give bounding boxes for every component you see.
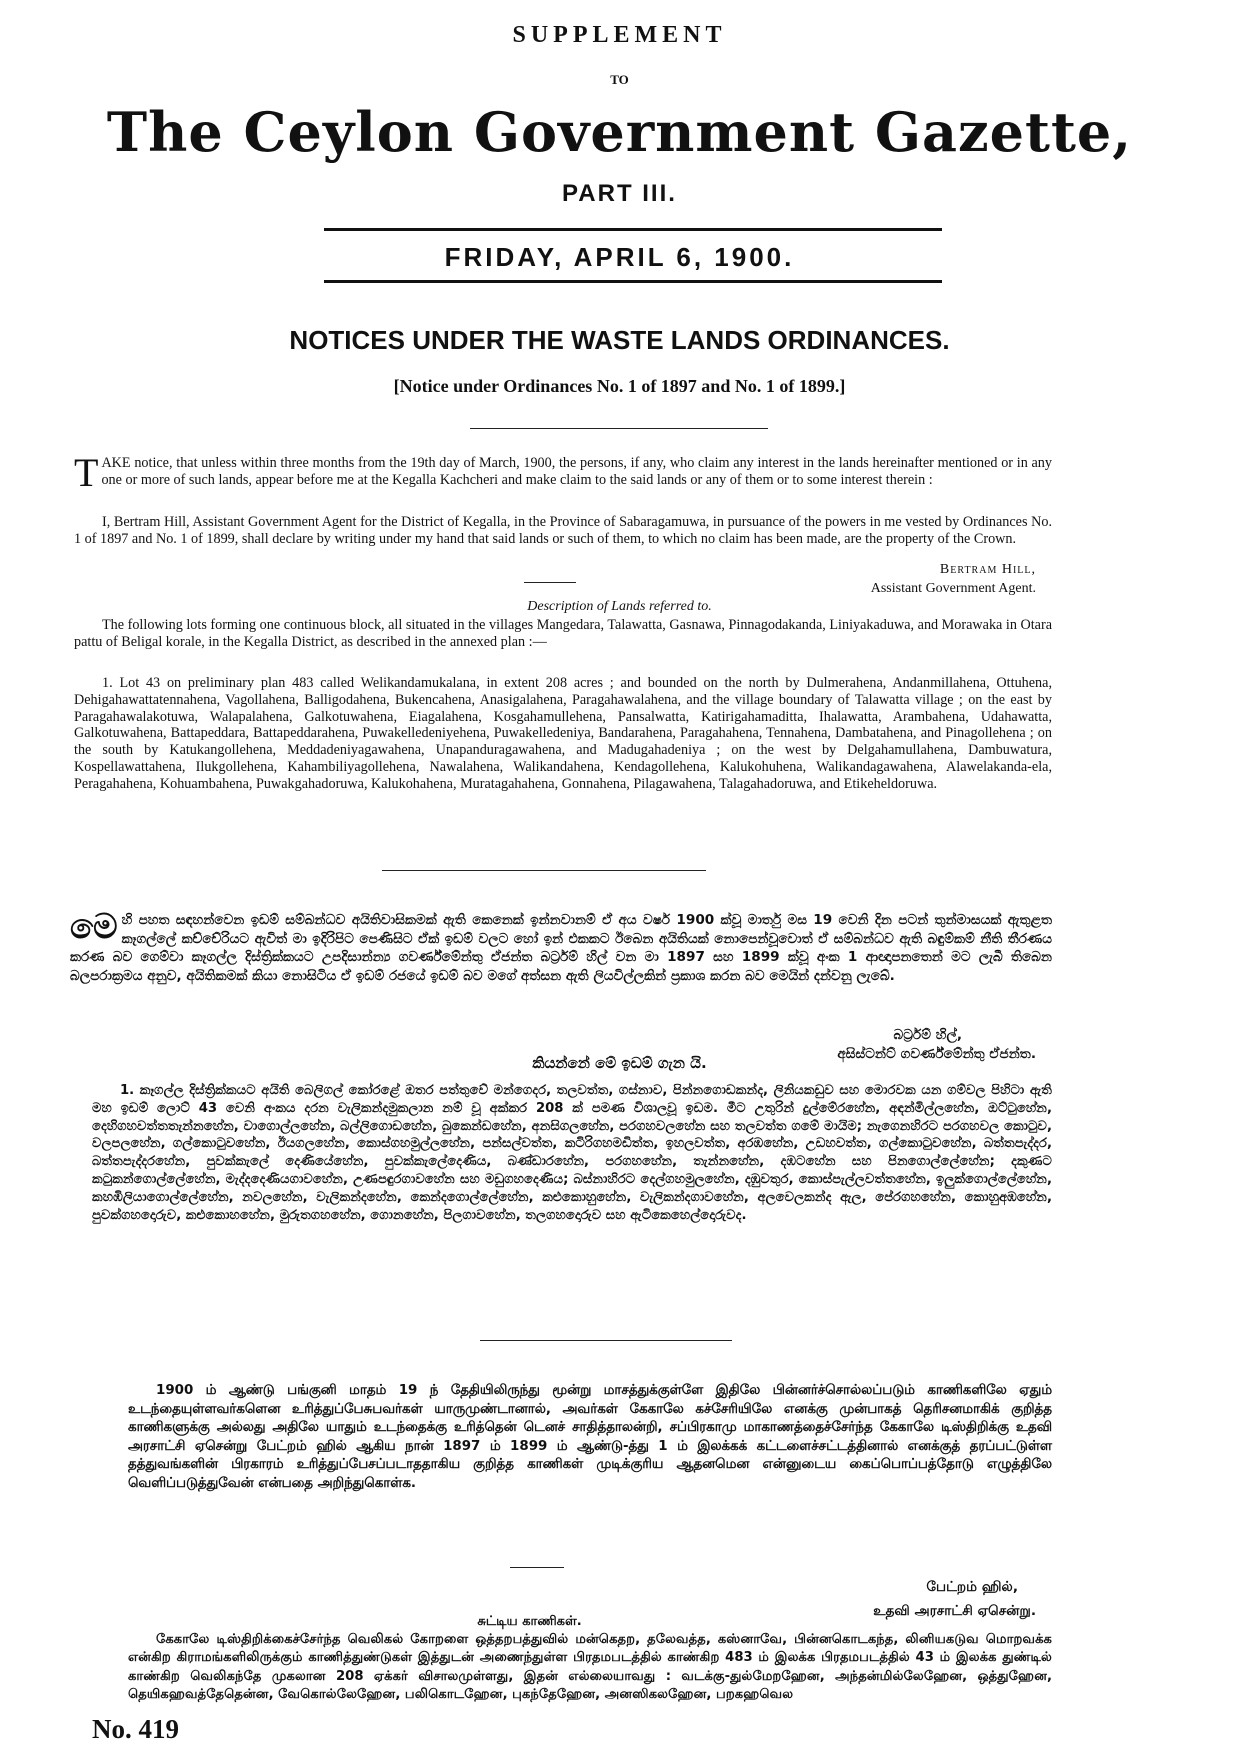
tamil-signature-name: பேட்றம் ஹில், bbox=[926, 1579, 1018, 1595]
gazette-title: The Ceylon Government Gazette, bbox=[106, 100, 1133, 164]
sinhala-notice-text: හි පහත සඳහන්වෙන ඉඩම් සම්බන්ධව අයිතිවාසිකමක් ඇති කෙනෙක් ඉන්නවානම් ඒ අය වර්ෂ 1900 ක්වූ මාර්තු මස 19 වෙනි දින පටන් තුන්මාසයක් ඇතුළත කෑගල්ලේ කච්චේරියට ඇවිත් මා ඉදිරිපිට පෙණිසිට ඒක් ඉඩම් වලට හෝ ඉන් එකකට ඊබෙන අයිතියක් නොපෙන්වූවොත් ඒ සම්බන්ධව ඇති බඳුම්කම් නීති තීරණය කරණ බව ගෙම්වා කෑගල්ල දිස්ත්‍රික්කයට උපදිසාන්න්‍ය ගවර්ණ්මේන්තු ඒජන්ත බර්ට්‍රම් හිල් වන මා 1897 සහ 1899 ක්වූ අංක 1 ආඥාපනතෙන් මට ලැබී තිබෙන බලපරාක්‍රමය අනුව, අයිතිකමක් කියා නොසිටිය ඒ ඉඩම් රජයේ ඉඩම් බව මගේ අත්සන ඇති ලියවිල්ලකින් ප්‍රකාශ කරන බව මෙයින් දන්වනු ලැබේ. bbox=[70, 912, 1052, 985]
section-title: NOTICES UNDER THE WASTE LANDS ORDINANCES. bbox=[289, 325, 950, 355]
english-notice-paragraph bbox=[74, 450, 1052, 495]
supplement-heading: SUPPLEMENT bbox=[512, 22, 727, 48]
gazette-number: No. 419 bbox=[92, 1714, 179, 1744]
tamil-description-heading: சுட்டிய காணிகள். bbox=[477, 1614, 582, 1629]
sinhala-signature-title: අසිස්ටන්ට් ගවර්ණ්මේන්තු ඒජන්ත. bbox=[837, 1046, 1036, 1062]
tamil-signature-title: உதவி அரசாட்சி ஏசென்று. bbox=[873, 1603, 1036, 1619]
signature-rule bbox=[524, 582, 576, 583]
sinhala-lot-description: 1. කෑගල්ල දිස්ත්‍රික්කයට අයිති බෙලිගල් කෝරළේ ඔතර පත්තුවේ මන්ගෙදර, තලවත්ත, ගස්නාව, පින්නගොඩකන්ද, ලිනියකඩුව සහ මොරවක යන ගම්වල පිහිටා ඇති මහ ඉඩම් ලොට් 43 වෙනි අංකය දරන වැලිකන්දමුකලාන නම් වූ අක්කර 208 ක් පමණ විශාලවූ ඉඩම. මීට උතුරින් දුල්මේරහේන, අඳන්මිල්ලහේන, ඔට්ටුහේන, දෙහිගහවත්තතැන්නහේන, වාගොල්ලහේන, බල්ලිගොඩහේන, බුකෙන්ඩහේන, අනසිගලහේන, පරගහවලහේන සහ තලවත්ත ගමේ මායිම; නැගෙනහිරට පරගහවල කොටුව, වලපලහේන, ගල්කොටුවහේන, ඊයගලහේන, කොස්ගහමුල්ලහේන, පන්සල්වත්ත, කටිරිගහමඩිත්ත, ඉහලවත්ත, අරඹහේන, උඩහවත්ත, ගල්කොටුවහේන, බත්තපැද්දර, බත්තපැද්දරහේන, පුවක්කැලේ දෙණියේහේන, පුවක්කැලේදෙණිය, බණ්ඩාරහේන, පරගහහේන, තැන්නහේන, දඹටහේන සහ පිනගොල්ලේහේන; දකුණට කටුකන්ගොල්ලේහේන, මැද්දදෙණියගාවහේන, උණපඳුරගාවහේන සහ මඩුගහදෙණිය; බස්නාහිරට දෙල්ගහමුලහේන, දඹුවතුර, කොස්පැල්ලවත්තහේන, ඉලුක්ගොල්ලේහේන, කහඹිලියාගොල්ලේහේන, නවලහේන, වැලිකන්දහේන, කෙන්දගොල්ලේහේන, කළුකොහුහේන, වැලිකන්දගාවහේන, අලවෙලකන්ද ඇල, පේරගහහේන, කොහුඅඹහේන, පුවක්ගහදොරුව, කළුකොහහේන, මුරුතගහහේන, ගොනහේන, පිලගාවහේන, තලගහදොරුව සහ ඇටිකෙහෙල්දොරුවද. bbox=[92, 1083, 1052, 1223]
english-notice-text: AKE notice, that unless within three months from the 19th day of March, 1900, the persons, if any, who claim any interest in the lands hereinafter mentioned or in any one or more of such lands, appear before me at the Kegalla Kachcheri and make claim to the said lands or any of them or to some interest therein : bbox=[101, 455, 1052, 488]
english-end-rule bbox=[382, 870, 706, 871]
sinhala-end-rule bbox=[480, 1340, 732, 1341]
section-subtitle: [Notice under Ordinances No. 1 of 1897 and No. 1 of 1899.] bbox=[393, 376, 846, 396]
part-label: PART III. bbox=[562, 180, 677, 207]
section-divider bbox=[470, 428, 768, 429]
header-rule-bottom bbox=[324, 280, 942, 283]
tamil-description: கேகாலே டிஸ்திறிக்கைச்சேர்ந்த வெலிகல் கோறளை ஒத்தறபத்துவில் மன்கெதற, தலேவத்த, கஸ்னாவே, பின்னகொடகந்த, லினியகடுவ மொறவக்க என்கிற கிராமங்களிலிருக்கும் காணித்துண்டுகள் இத்துடன் அணைந்துள்ள பிரதமபடத்தில் காண்கிற 483 ம் இலக்க பிரதமபடத்தில் 43 ம் இலக்க துண்டில் காண்கிற வெலிகந்தே முகலான 208 ஏக்கர் விசாலமுள்ளது, இதன் எல்லையாவது : வடக்கு-துல்மேறஹேன, அந்தன்மில்லேஹேன, ஒத்துஹேன, தெயிகஹவத்தேதென்ன, வேகொல்லேஹேன, பலிகொடஹேன, புகந்தேஹேன, அனஸிகலஹேன, பறகஹவெல bbox=[128, 1632, 1052, 1703]
english-declaration-paragraph: I, Bertram Hill, Assistant Government Agent for the District of Kegalla, in the Province of Sabaragamuwa, in pursuance of the powers in me vested by Ordinances No. 1 of 1897 and No. 1 of 1899, shall declare by writing under my hand that said lands or such of them, to which no claim has been made, are the property of the Crown. bbox=[74, 514, 1052, 547]
header-rule-top bbox=[324, 228, 942, 231]
to-label: TO bbox=[610, 72, 629, 87]
tamil-signature-rule bbox=[510, 1567, 564, 1568]
english-signature-name: Bertram Hill, bbox=[939, 562, 1036, 577]
issue-date: FRIDAY, APRIL 6, 1900. bbox=[444, 242, 795, 272]
lot-description: 1. Lot 43 on preliminary plan 483 called Welikandamukalana, in extent 208 acres ; and bounded on the north by Dulmerahena, Andanmillahena, Ottuhena, Dehigahawattatennahena, Vagollahena, Balligodahena, Bukencahena, Anasigalahena, Paragahawalahena, and the village boundary of Talawatta village ; on the east by Paragahawalakotuwa, Walapalahena, Galkotuwahena, Eiagalahena, Kosgahamullehena, Pansalwatta, Katirigahamaditta, Ihalawatta, Arambahena, Udahawatta, Galkotuwahena, Battapeddara, Battapeddarahena, Puwakelledeniyehena, Puwakelledeniya, Bandarahena, Paragahahena, Tennahena, Dambatahena, and Pinagollehena ; on the south by Katukangollehena, Meddadeniyagawahena, Unapanduragawahena, and Madugahadeniya ; on the west by Delgahamullahena, Dambuwatura, Kospellawattahena, Ilukgollehena, Kahambiliyagollehena, Nawalahena, Walikandahena, Kendagollehena, Kalukohuhena, Walikandagawahena, Alawelakanda-ela, Peragahahena, Kohuambahena, Puwakgahadoruwa, Kalukohahena, Muratagahahena, Gonnahena, Pilagawahena, Talagahadoruwa, and Etikeheldoruwa. bbox=[74, 675, 1052, 792]
description-heading: Description of Lands referred to. bbox=[527, 599, 712, 614]
sinhala-signature-name: බර්ට්‍රම් හිල්, bbox=[893, 1027, 962, 1043]
tamil-notice-paragraph: 1900 ம் ஆண்டு பங்குனி மாதம் 19 ந் தேதியிலிருந்து மூன்று மாசத்துக்குள்ளே இதிலே பின்னர்ச்சொல்லப்படும் காணிகளிலே ஏதும் உடந்தையுள்ளவர்களென உரித்துப்பேசுபவர்கள் யாருமுண்டானால், அவர்கள் கேகாலே கச்சேரியிலே எனக்கு முன்பாகத் தெரிசனமாகிக் குறித்த காணிகளுக்கு அல்லது அதிலே யாதும் உடந்தைக்கு உரித்தென் டெனச் சாதித்தாலன்றி, சப்பிரகாமு மாகாணத்தைச்சேர்ந்த கேகாலே டிஸ்திறிக்கு உதவி அரசாட்சி ஏசென்று பேட்றம் ஹில் ஆகிய நான் 1897 ம் 1899 ம் ஆண்டு-த்து 1 ம் இலக்கக் கட்டளைச்சட்டத்தினால் எனக்குத் தரப்பட்டுள்ள தத்துவங்களின் பிரகாரம் உரித்துப்பேசப்படாததாகிய குறித்த காணிகள் முடிக்குரிய ஆதனமென என்னுடைய கைப்பொப்பத்தோடு எழுத்திலே வெளிப்படுத்துவேன் என்பதை அறிந்துகொள்க. bbox=[128, 1383, 1052, 1491]
dropcap-letter: T bbox=[74, 450, 99, 495]
description-intro: The following lots forming one continuous block, all situated in the villages Mangedara, Talawatta, Gasnawa, Pinnagodakanda, Liniyakaduwa, and Morawaka in Otara pattu of Beligal korale, in the Kegalla District, as described in the annexed plan :— bbox=[74, 617, 1052, 650]
sinhala-description-heading: කියන්නේ මේ ඉඩම් ගැන යි. bbox=[532, 1054, 707, 1072]
sinhala-dropcap: මෙ bbox=[70, 907, 118, 947]
english-signature-title: Assistant Government Agent. bbox=[870, 581, 1036, 596]
sinhala-notice-paragraph bbox=[70, 907, 1052, 986]
